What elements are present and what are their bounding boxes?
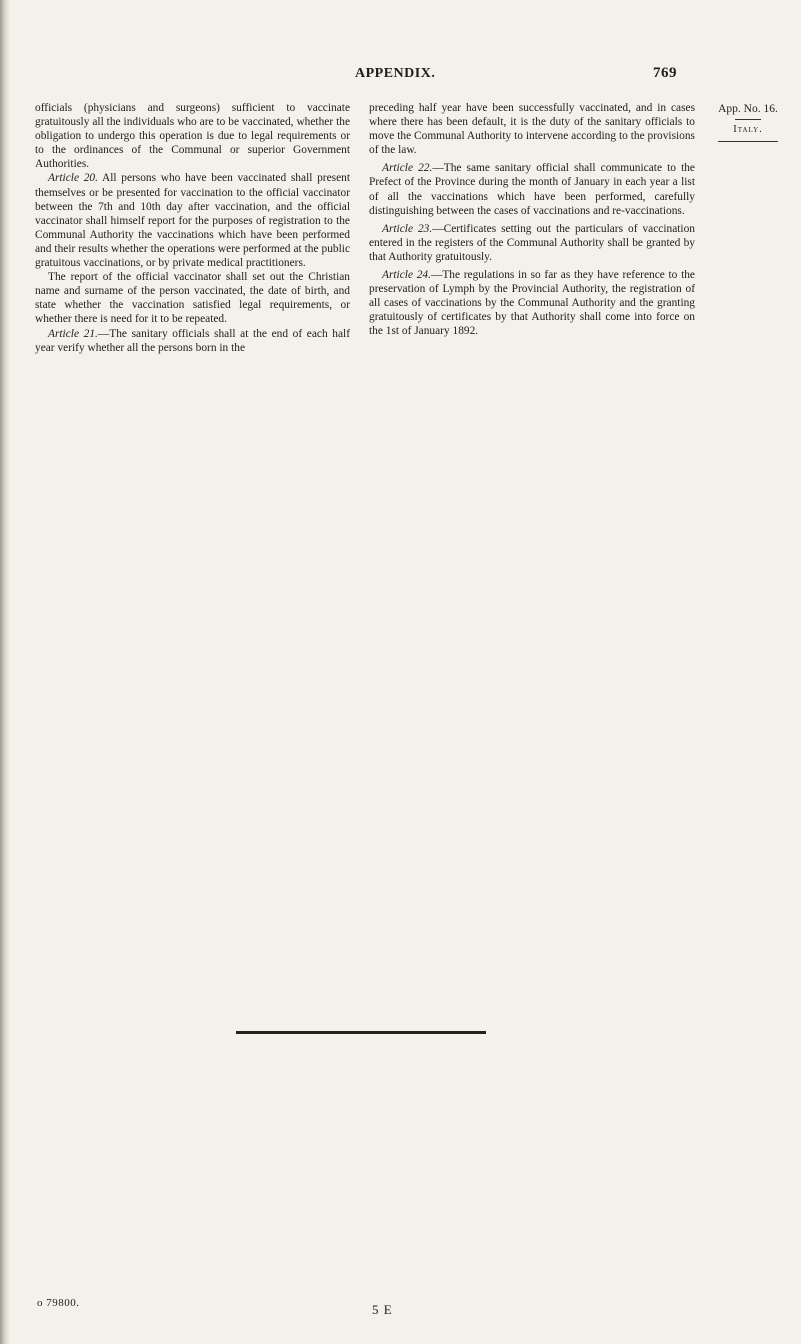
margin-note (706, 102, 790, 142)
article-23-text: —Certificates setting out the particulars of vaccination entered in the registers of the Communal Authority shall be granted by that Authority gratuitously. (369, 222, 695, 263)
article-20-text: All persons who have been vaccinated shall present themselves or be presented for vaccination to the official vaccinator between the 7th and 10th day after vaccination, and the official vaccinator shall himself report for the purposes of registration to the Communal Authority the vaccinations which have been performed and their results whether the operations were performed at the public gratuitous vaccinations, or by private medical practitioners. (35, 172, 350, 270)
paragraph-continuation-right: preceding half year have been successfully vaccinated, and in cases where there has been default, it is the duty of the sanitary officials to move the Communal Authority to intervene according to the provisions of the law. (369, 102, 695, 157)
running-head (0, 66, 801, 86)
margin-rule (735, 119, 761, 120)
running-title: APPENDIX. (355, 66, 436, 81)
article-20 (35, 171, 350, 270)
appendix-reference: App. No. 16. (718, 103, 778, 115)
article-21 (35, 327, 350, 355)
article-24 (369, 268, 695, 338)
article-24-text: —The regulations in so far as they have reference to the preservation of Lymph by the Provincial Authority, the registration of all cases of vaccinations by the Communal Authority and the granting gratuitously of certificates by that Authority shall come into force on the 1st of January 1892. (369, 269, 695, 338)
article-22 (369, 161, 695, 217)
article-22-label: Article 22. (382, 162, 433, 175)
page-edge-shadow (0, 0, 10, 1344)
article-21-label: Article 21. (48, 327, 98, 340)
section-end-rule (236, 1031, 486, 1034)
print-signature: o 79800. (37, 1297, 80, 1309)
paragraph-continuation: officials (physicians and surgeons) sufficient to vaccinate gratuitously all the individuals who are to be vaccinated, whether the obligation to undergo this operation is due to legal requirements or to the ordinances of the Communal or superior Government Authorities. (35, 102, 350, 171)
sheet-mark: 5 E (372, 1302, 393, 1317)
country-label: Italy. (733, 124, 763, 135)
article-23 (369, 222, 695, 264)
article-24-label: Article 24. (382, 269, 431, 282)
left-column (35, 101, 350, 355)
page-number: 769 (653, 65, 677, 81)
right-column (369, 101, 695, 339)
article-20-label: Article 20. (48, 172, 98, 185)
article-23-label: Article 23. (382, 222, 433, 235)
article-21-text: —The sanitary officials shall at the end of each half year verify whether all the persons born in the (35, 327, 350, 354)
article-22-text: —The same sanitary official shall communicate to the Prefect of the Province during the month of January in each year a list of all the vaccinations which have been performed, carefully distinguishing between the cases of vaccinations and re-vaccinations. (369, 162, 695, 217)
report-paragraph: The report of the official vaccinator shall set out the Christian name and surname of the person vaccinated, the date of birth, and state whether the vaccination satisfied legal requirements, or whether there is need for it to be repeated. (35, 271, 350, 326)
margin-rule-lower (718, 141, 778, 142)
